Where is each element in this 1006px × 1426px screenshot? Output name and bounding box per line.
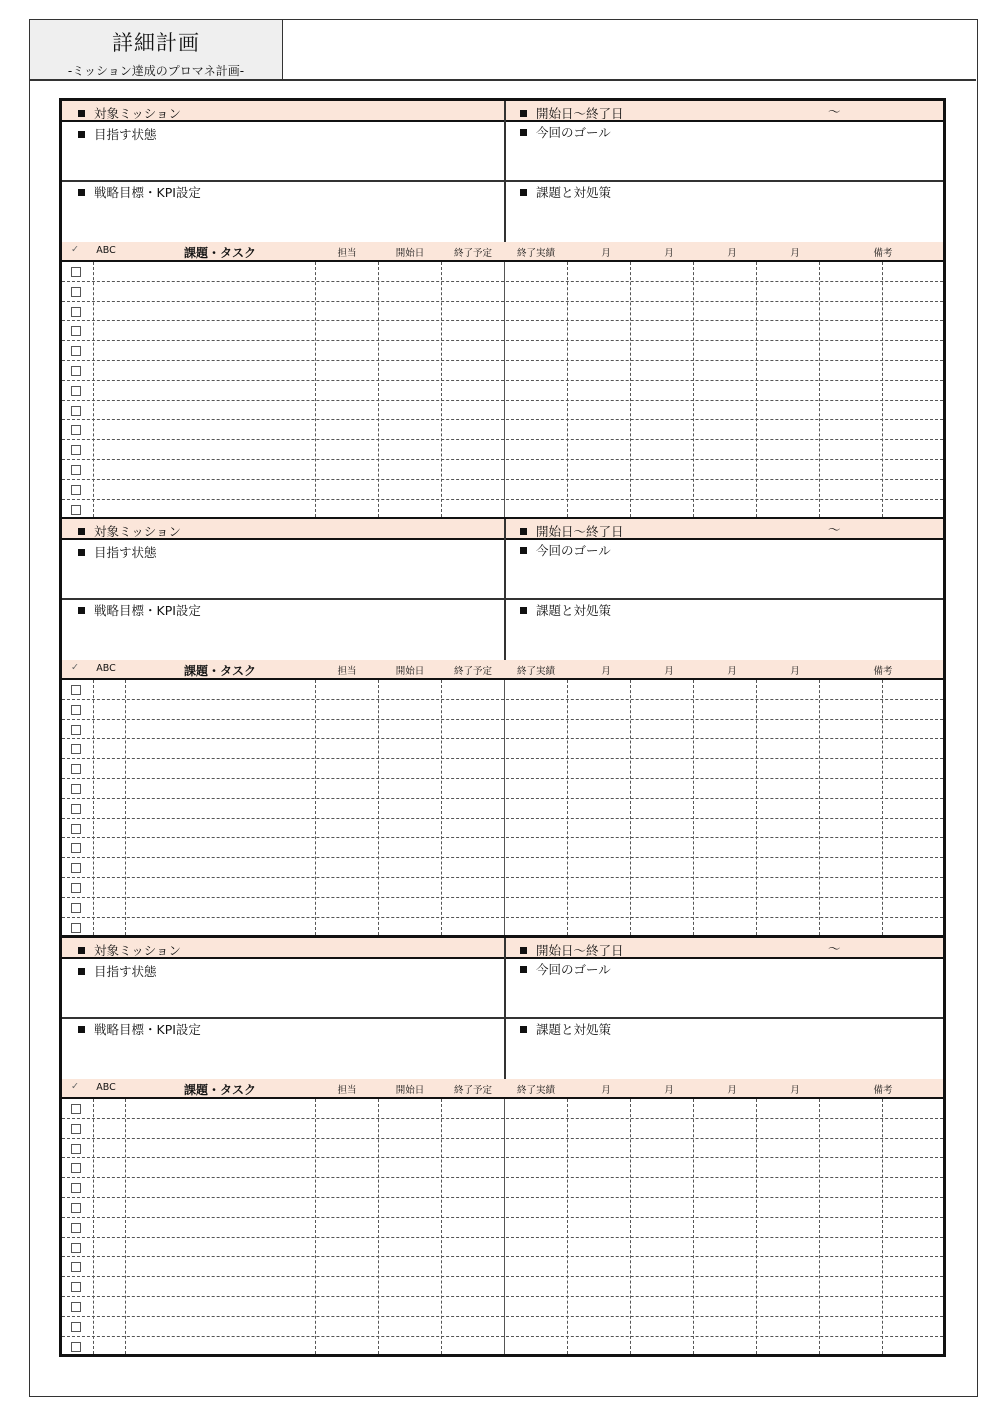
- table-column-line: [315, 262, 316, 517]
- task-checkbox[interactable]: [71, 725, 81, 735]
- issues-label-text: 課題と対処策: [536, 1022, 612, 1037]
- upper-divider-horizontal: [62, 180, 943, 182]
- table-column-line: [756, 1099, 757, 1354]
- table-column-header: 課題・タスク: [183, 246, 256, 260]
- block-header: [62, 519, 943, 540]
- table-row: [62, 1277, 943, 1297]
- bullet-square-icon: [520, 966, 527, 973]
- bullet-square-icon: [78, 110, 85, 117]
- task-checkbox[interactable]: [71, 505, 81, 515]
- target-state-label-text: 目指す状態: [94, 127, 157, 142]
- period-label-text: 開始日～終了日: [536, 943, 624, 958]
- table-column-line: [882, 262, 883, 517]
- task-checkbox[interactable]: [71, 425, 81, 435]
- table-row: [62, 898, 943, 918]
- issues-label-text: 課題と対処策: [536, 185, 612, 200]
- table-column-header: 終了予定: [453, 666, 492, 677]
- bullet-square-icon: [78, 131, 85, 138]
- table-column-line: [819, 680, 820, 935]
- table-column-line: [567, 1099, 568, 1354]
- table-row: [62, 1238, 943, 1258]
- table-column-header: 担当: [337, 248, 357, 259]
- task-checkbox[interactable]: [71, 445, 81, 455]
- table-column-header: 月: [727, 1085, 737, 1096]
- table-row: [62, 1178, 943, 1198]
- task-checkbox[interactable]: [71, 1282, 81, 1292]
- bullet-square-icon: [78, 189, 85, 196]
- upper-divider-horizontal: [62, 598, 943, 600]
- table-column-line: [378, 262, 379, 517]
- task-checkbox[interactable]: [71, 764, 81, 774]
- table-row: [62, 1337, 943, 1357]
- table-row: [62, 401, 943, 421]
- table-row: [62, 480, 943, 500]
- table-column-line: [819, 262, 820, 517]
- goal-label: [520, 123, 611, 141]
- check-icon: ✓: [71, 244, 79, 255]
- table-row: [62, 1119, 943, 1139]
- table-column-header: 月: [664, 248, 674, 259]
- table-row: [62, 460, 943, 480]
- table-row: [62, 739, 943, 759]
- table-column-line: [378, 1099, 379, 1354]
- bullet-square-icon: [520, 528, 527, 535]
- task-checkbox[interactable]: [71, 1243, 81, 1253]
- table-column-line: [315, 680, 316, 935]
- table-column-header: 備考: [873, 248, 893, 259]
- table-column-line: [504, 262, 505, 517]
- goal-label-text: 今回のゴール: [536, 543, 611, 558]
- task-checkbox[interactable]: [71, 1163, 81, 1173]
- table-column-line: [504, 1099, 505, 1354]
- task-checkbox[interactable]: [71, 883, 81, 893]
- table-column-line: [378, 680, 379, 935]
- bullet-square-icon: [520, 189, 527, 196]
- table-row: [62, 819, 943, 839]
- table-column-header: 課題・タスク: [183, 664, 256, 678]
- table-row: [62, 321, 943, 341]
- goal-label: [520, 960, 611, 978]
- plan-block: [62, 101, 943, 519]
- task-checkbox[interactable]: [71, 744, 81, 754]
- goal-label-text: 今回のゴール: [536, 125, 611, 140]
- table-row: [62, 1218, 943, 1238]
- goal-label-text: 今回のゴール: [536, 962, 611, 977]
- table-column-header: 終了実績: [516, 248, 555, 259]
- table-column-line: [125, 680, 126, 935]
- task-checkbox[interactable]: [71, 1223, 81, 1233]
- target-state-label: [78, 962, 157, 980]
- table-row: [62, 858, 943, 878]
- task-table-header: [62, 660, 943, 680]
- table-row: [62, 1198, 943, 1218]
- task-checkbox[interactable]: [71, 307, 81, 317]
- table-row: [62, 680, 943, 700]
- table-column-line: [756, 262, 757, 517]
- table-column-line: [567, 262, 568, 517]
- kpi-label-text: 戦略目標・KPI設定: [94, 185, 201, 200]
- bullet-square-icon: [520, 947, 527, 954]
- table-row: [62, 838, 943, 858]
- period-label-text: 開始日～終了日: [536, 106, 624, 121]
- table-column-line: [693, 680, 694, 935]
- issues-label: [520, 601, 611, 619]
- task-checkbox[interactable]: [71, 1203, 81, 1213]
- task-checkbox[interactable]: [71, 346, 81, 356]
- period-label-text: 開始日～終了日: [536, 524, 624, 539]
- kpi-label: [78, 1020, 201, 1038]
- task-checkbox[interactable]: [71, 1144, 81, 1154]
- bullet-square-icon: [520, 110, 527, 117]
- mission-label-text: 対象ミッション: [94, 106, 182, 121]
- table-row: [62, 282, 943, 302]
- task-checkbox[interactable]: [71, 863, 81, 873]
- task-checkbox[interactable]: [71, 705, 81, 715]
- task-checkbox[interactable]: [71, 903, 81, 913]
- table-row: [62, 759, 943, 779]
- task-checkbox[interactable]: [71, 1262, 81, 1272]
- table-column-header: ABC: [96, 245, 116, 256]
- table-column-line: [693, 262, 694, 517]
- table-column-line: [630, 680, 631, 935]
- table-row: [62, 420, 943, 440]
- table-row: [62, 878, 943, 898]
- table-row: [62, 440, 943, 460]
- table-column-line: [93, 1099, 94, 1354]
- kpi-label-text: 戦略目標・KPI設定: [94, 603, 201, 618]
- table-column-header: 月: [727, 248, 737, 259]
- table-column-header: 月: [601, 666, 611, 677]
- table-column-line: [93, 262, 94, 517]
- table-column-line: [693, 1099, 694, 1354]
- table-column-line: [819, 1099, 820, 1354]
- page-subtitle: -ミッション達成のプロマネ計画-: [67, 64, 245, 78]
- upper-divider-vertical: [504, 101, 506, 242]
- bullet-square-icon: [520, 547, 527, 554]
- period-tilde: ～: [828, 104, 841, 119]
- table-row: [62, 341, 943, 361]
- plan-block: [62, 519, 943, 937]
- issues-label: [520, 183, 611, 201]
- bullet-square-icon: [78, 947, 85, 954]
- table-row: [62, 1099, 943, 1119]
- task-checkbox[interactable]: [71, 784, 81, 794]
- table-column-header: 備考: [873, 666, 893, 677]
- task-checkbox[interactable]: [71, 1124, 81, 1134]
- task-checkbox[interactable]: [71, 843, 81, 853]
- upper-divider-horizontal: [62, 1017, 943, 1019]
- period-tilde: ～: [828, 522, 841, 537]
- table-column-header: ABC: [96, 1082, 116, 1093]
- table-column-line: [882, 1099, 883, 1354]
- mission-label-text: 対象ミッション: [94, 524, 182, 539]
- task-checkbox[interactable]: [71, 406, 81, 416]
- bullet-square-icon: [78, 1026, 85, 1033]
- issues-label-text: 課題と対処策: [536, 603, 612, 618]
- upper-divider-vertical: [504, 519, 506, 660]
- table-column-line: [93, 680, 94, 935]
- kpi-label-text: 戦略目標・KPI設定: [94, 1022, 201, 1037]
- plan-block: [62, 938, 943, 1356]
- target-state-label-text: 目指す状態: [94, 964, 157, 979]
- table-column-line: [441, 262, 442, 517]
- mission-label: [78, 941, 181, 959]
- period-label: [520, 522, 624, 540]
- table-column-line: [630, 262, 631, 517]
- goal-label: [520, 541, 611, 559]
- table-column-line: [630, 1099, 631, 1354]
- upper-divider-vertical: [504, 938, 506, 1079]
- table-row: [62, 381, 943, 401]
- table-row: [62, 1139, 943, 1159]
- table-column-line: [882, 680, 883, 935]
- bullet-square-icon: [520, 1026, 527, 1033]
- kpi-label: [78, 183, 201, 201]
- table-row: [62, 700, 943, 720]
- task-checkbox[interactable]: [71, 326, 81, 336]
- header-divider: [30, 79, 976, 81]
- table-row: [62, 262, 943, 282]
- task-checkbox[interactable]: [71, 1322, 81, 1332]
- period-tilde: ～: [828, 941, 841, 956]
- task-checkbox[interactable]: [71, 1183, 81, 1193]
- table-column-line: [441, 1099, 442, 1354]
- table-column-line: [504, 680, 505, 935]
- table-column-header: 月: [664, 1085, 674, 1096]
- table-column-header: 備考: [873, 1085, 893, 1096]
- kpi-label: [78, 601, 201, 619]
- table-column-header: 月: [790, 666, 800, 677]
- bullet-square-icon: [78, 528, 85, 535]
- table-column-header: ABC: [96, 663, 116, 674]
- task-checkbox[interactable]: [71, 485, 81, 495]
- table-column-header: 課題・タスク: [183, 1083, 256, 1097]
- table-row: [62, 1297, 943, 1317]
- table-row: [62, 720, 943, 740]
- table-row: [62, 779, 943, 799]
- table-column-header: 月: [601, 248, 611, 259]
- table-column-header: 開始日: [395, 248, 425, 259]
- table-column-header: 月: [727, 666, 737, 677]
- task-checkbox[interactable]: [71, 1342, 81, 1352]
- bullet-square-icon: [78, 549, 85, 556]
- table-row: [62, 1317, 943, 1337]
- table-row: [62, 361, 943, 381]
- table-column-header: 終了実績: [516, 1085, 555, 1096]
- task-checkbox[interactable]: [71, 267, 81, 277]
- title-box: [30, 20, 283, 80]
- period-label: [520, 941, 624, 959]
- table-column-header: 月: [790, 248, 800, 259]
- table-row: [62, 799, 943, 819]
- table-column-line: [756, 680, 757, 935]
- plan-frame: [59, 98, 946, 1357]
- task-table-header: [62, 242, 943, 262]
- task-checkbox[interactable]: [71, 685, 81, 695]
- period-label: [520, 104, 624, 122]
- block-header: [62, 101, 943, 122]
- task-checkbox[interactable]: [71, 1104, 81, 1114]
- task-checkbox[interactable]: [71, 824, 81, 834]
- task-checkbox[interactable]: [71, 386, 81, 396]
- check-icon: ✓: [71, 1081, 79, 1092]
- bullet-square-icon: [520, 607, 527, 614]
- table-column-line: [567, 680, 568, 935]
- mission-label: [78, 522, 181, 540]
- table-column-line: [315, 1099, 316, 1354]
- mission-label-text: 対象ミッション: [94, 943, 182, 958]
- table-column-line: [125, 1099, 126, 1354]
- target-state-label-text: 目指す状態: [94, 545, 157, 560]
- table-row: [62, 1158, 943, 1178]
- target-state-label: [78, 543, 157, 561]
- table-column-header: 開始日: [395, 666, 425, 677]
- task-table-header: [62, 1079, 943, 1099]
- mission-label: [78, 104, 181, 122]
- table-row: [62, 1257, 943, 1277]
- table-column-header: 終了実績: [516, 666, 555, 677]
- task-checkbox[interactable]: [71, 287, 81, 297]
- task-checkbox[interactable]: [71, 366, 81, 376]
- table-row: [62, 302, 943, 322]
- bullet-square-icon: [78, 968, 85, 975]
- bullet-square-icon: [78, 607, 85, 614]
- bullet-square-icon: [520, 129, 527, 136]
- table-column-header: 終了予定: [453, 1085, 492, 1096]
- table-column-header: 終了予定: [453, 248, 492, 259]
- check-icon: ✓: [71, 662, 79, 673]
- table-column-header: 月: [601, 1085, 611, 1096]
- issues-label: [520, 1020, 611, 1038]
- task-checkbox[interactable]: [71, 804, 81, 814]
- table-column-header: 月: [790, 1085, 800, 1096]
- table-column-header: 担当: [337, 1085, 357, 1096]
- table-column-line: [441, 680, 442, 935]
- block-header: [62, 938, 943, 959]
- table-column-header: 開始日: [395, 1085, 425, 1096]
- task-checkbox[interactable]: [71, 465, 81, 475]
- task-checkbox[interactable]: [71, 923, 81, 933]
- table-column-header: 担当: [337, 666, 357, 677]
- target-state-label: [78, 125, 157, 143]
- page-title: 詳細計画: [112, 31, 200, 55]
- task-checkbox[interactable]: [71, 1302, 81, 1312]
- table-column-header: 月: [664, 666, 674, 677]
